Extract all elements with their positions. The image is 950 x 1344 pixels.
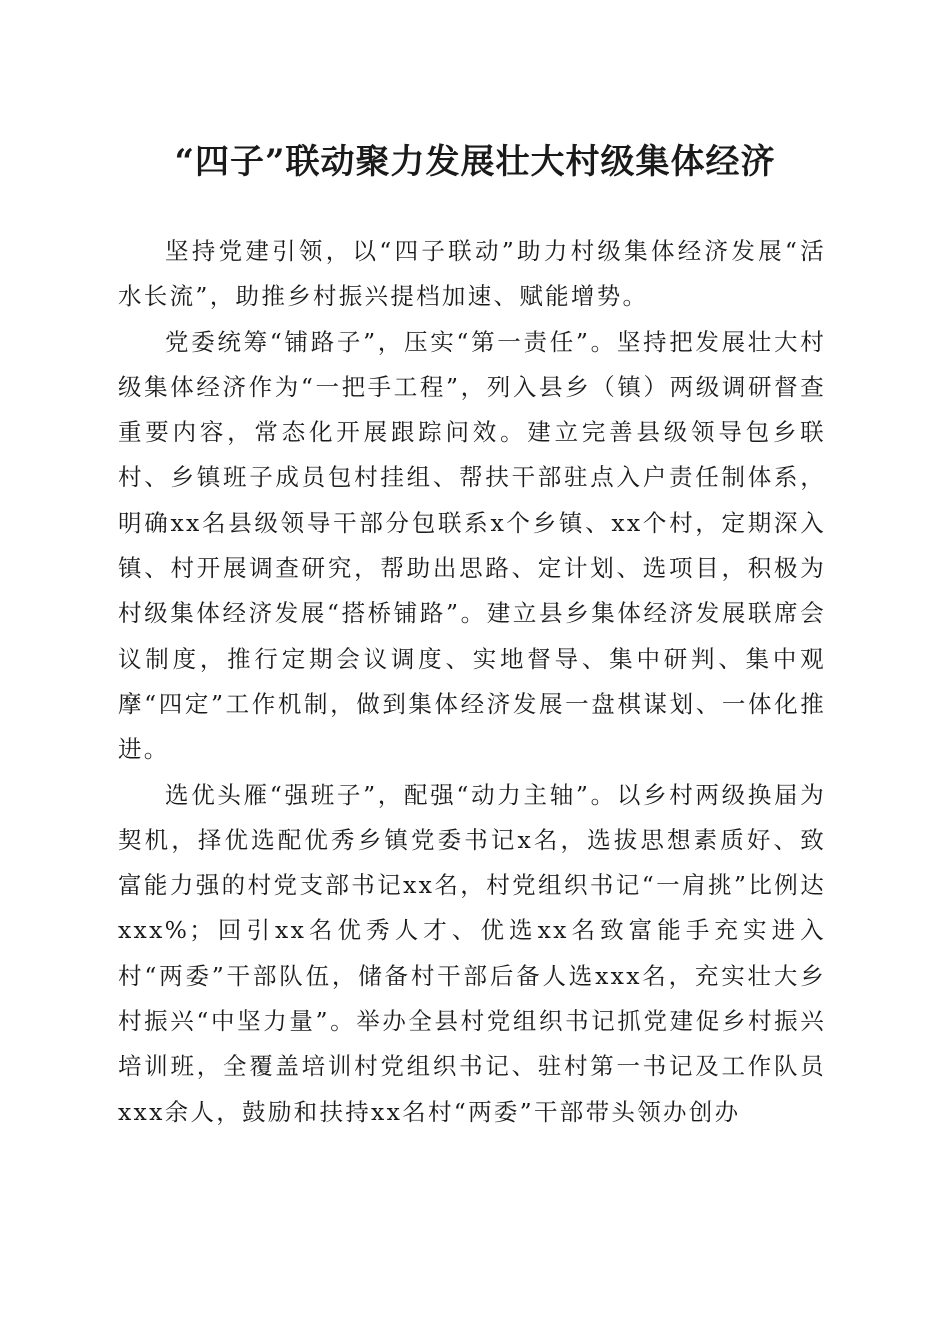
paragraph-leadership-team: 选优头雁“强班子”，配强“动力主轴”。以乡村两级换届为契机，择优选配优秀乡镇党委书记x名，选拔思想素质好、致富能力强的村党支部书记xx名，村党组织书记“一肩挑”比例达xxx%；回引xx名优秀人才、优选xx名致富能手充实进入村“两委”干部队伍，储备村干部后备人选xxx名，充实壮大乡村振兴“中坚力量”。举办全县村党组织书记抓党建促乡村振兴培训班，全覆盖培训村党组织书记、驻村第一书记及工作队员xxx余人，鼓励和扶持xx名村“两委”干部带头领办创办 [118, 780, 826, 1126]
paragraph-intro: 坚持党建引领，以“四子联动”助力村级集体经济发展“活水长流”，助推乡村振兴提档加速、赋能增势。 [118, 237, 826, 311]
paragraph-party-committee: 党委统筹“铺路子”，压实“第一责任”。坚持把发展壮大村级集体经济作为“一把手工程”，列入县乡（镇）两级调研督查重要内容，常态化开展跟踪问效。建立完善县级领导包乡联村、乡镇班子成员包村挂组、帮扶干部驻点入户责任制体系，明确xx名县级领导干部分包联系x个乡镇、xx个村，定期深入镇、村开展调查研究，帮助出思路、定计划、选项目，积极为村级集体经济发展“搭桥铺路”。建立县乡集体经济发展联席会议制度，推行定期会议调度、实地督导、集中研判、集中观摩“四定”工作机制，做到集体经济发展一盘棋谋划、一体化推进。 [118, 327, 826, 764]
document-body [118, 229, 826, 1135]
document-title: “四子”联动聚力发展壮大村级集体经济 [174, 142, 776, 182]
